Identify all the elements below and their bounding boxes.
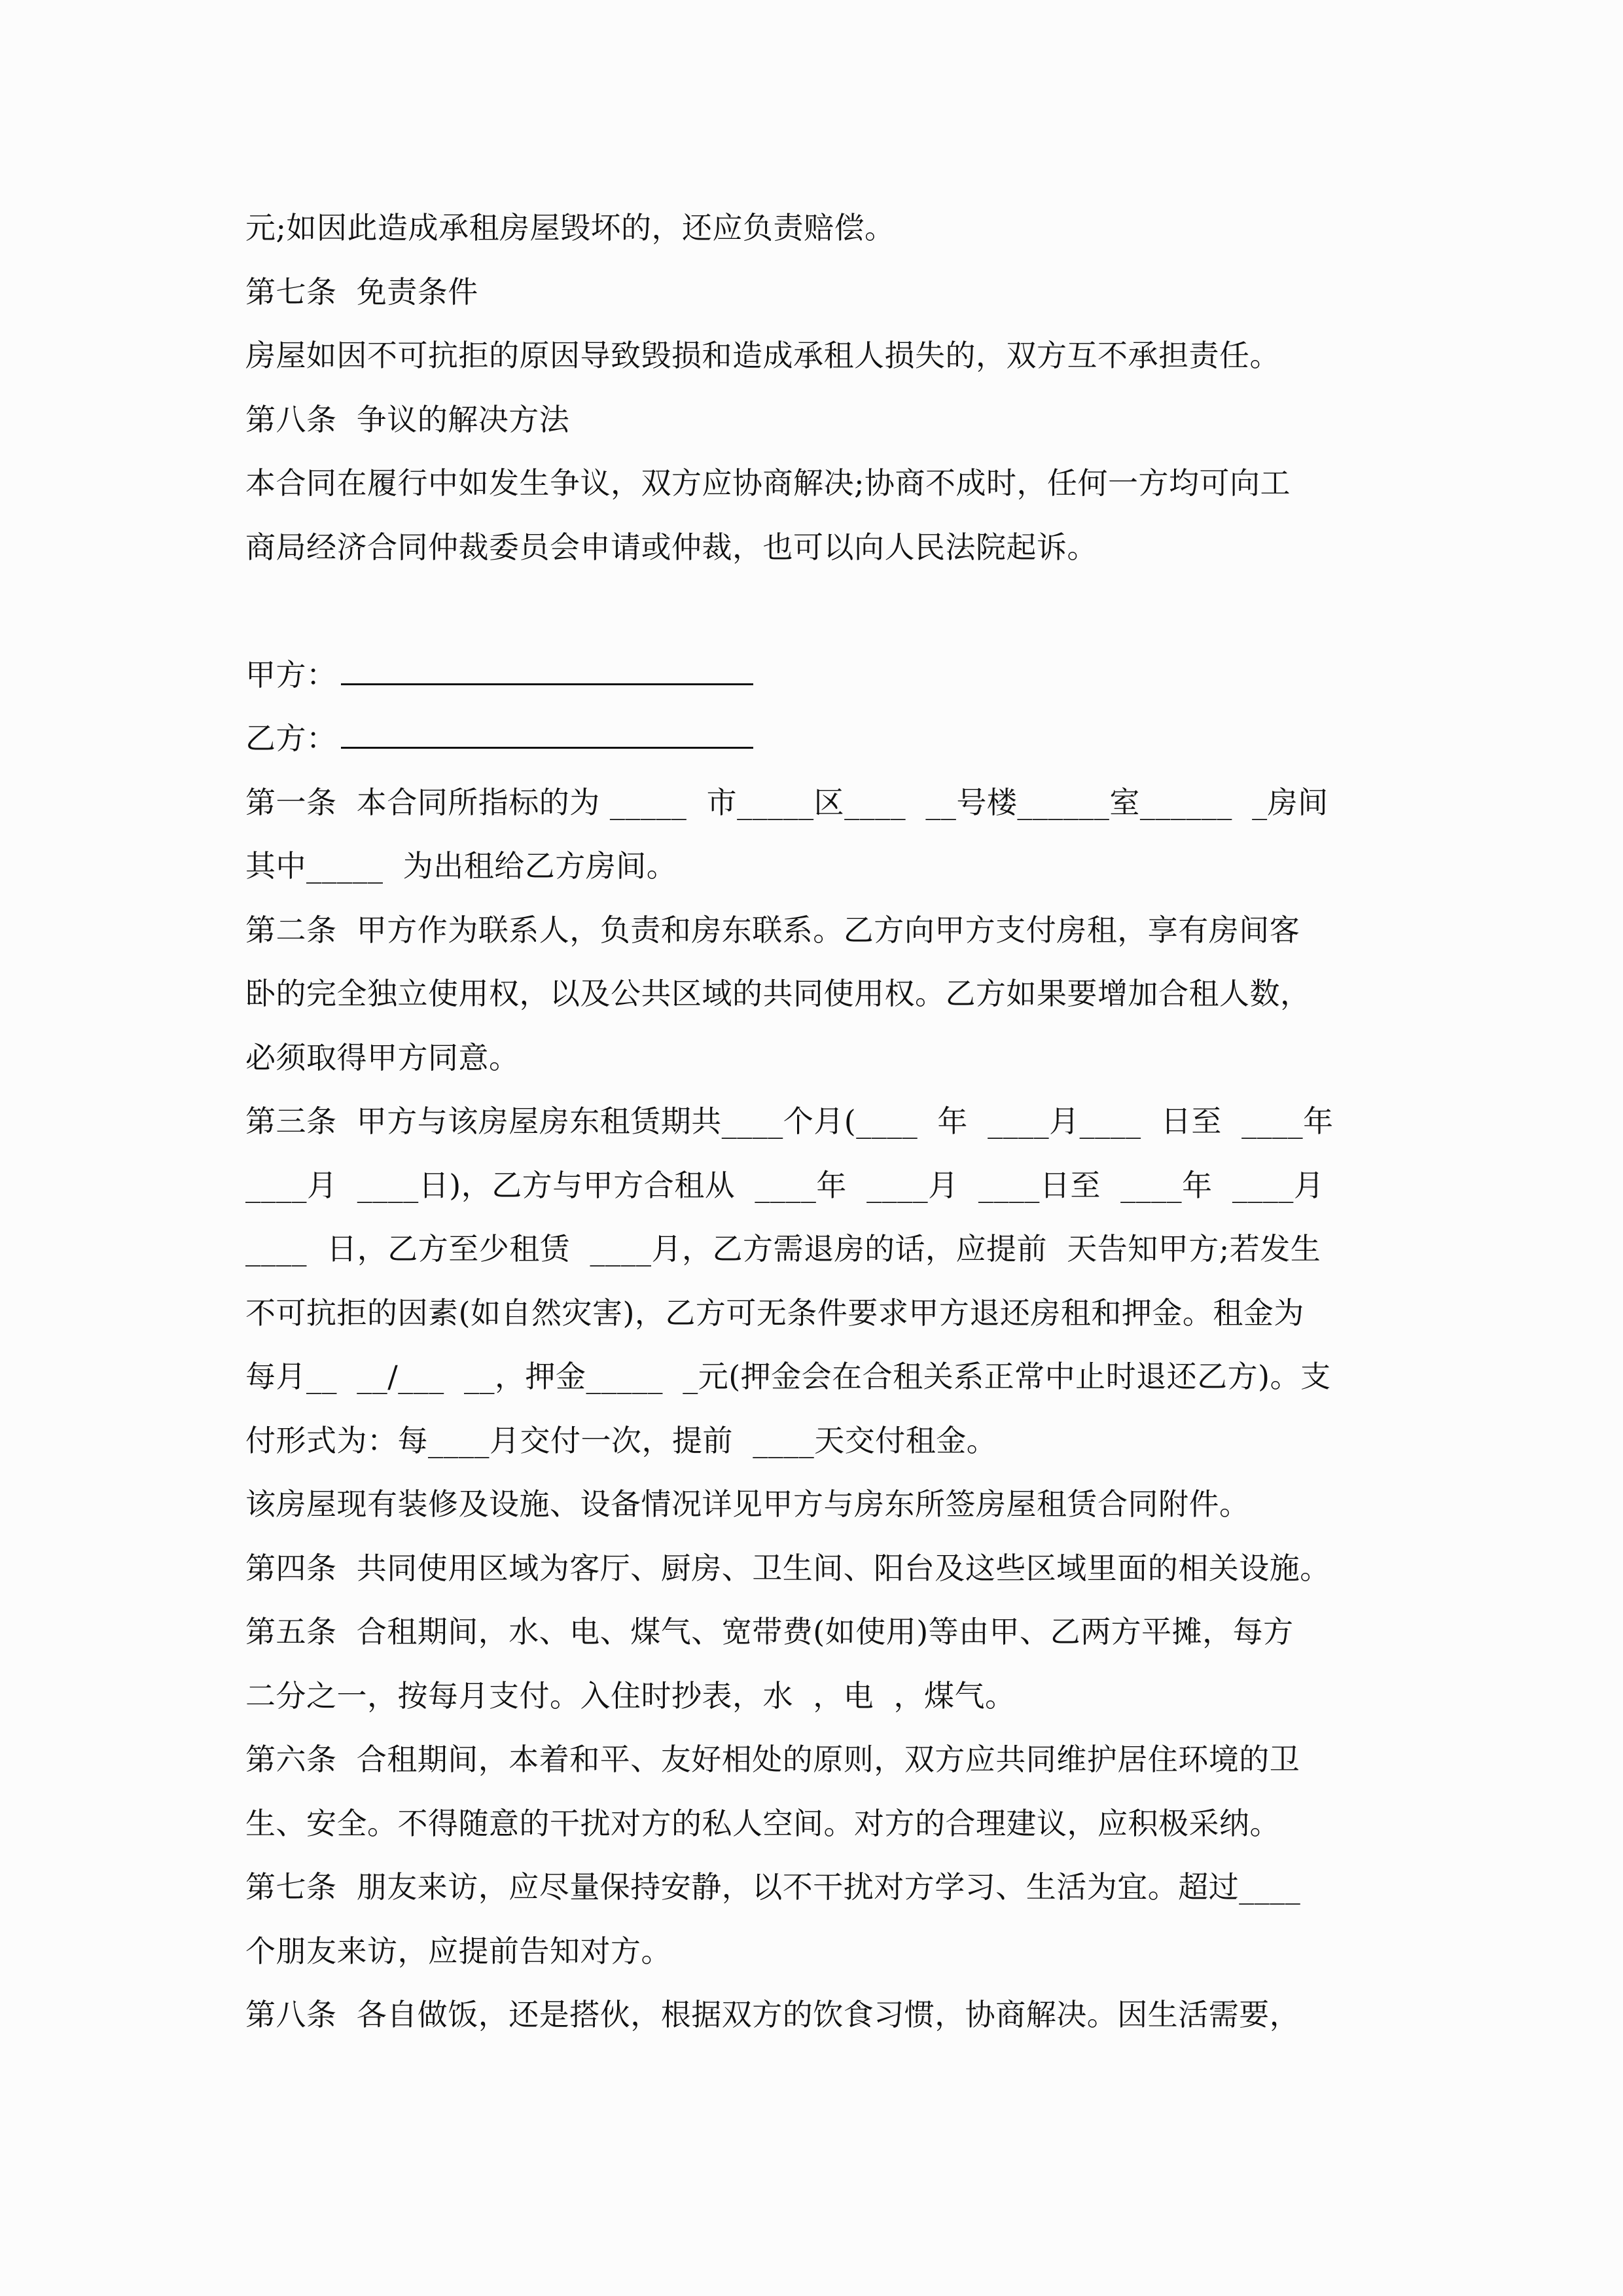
clause-3-line: 不可抗拒的因素(如自然灾害)，乙方可无条件要求甲方退还房租和押金。租金为: [245, 1295, 1304, 1331]
signature-block: [245, 643, 1384, 771]
party-b-signature-line[interactable]: [341, 717, 753, 749]
clause-5-line: 第五条 合租期间，水、电、煤气、宽带费(如使用)等由甲、乙两方平摊，每方: [245, 1614, 1294, 1649]
party-a-signature-line[interactable]: [341, 653, 753, 685]
clause-3-line: 每月__ __/___ __，押金_____ _元(押金会在合租关系正常中止时退还乙方)。支: [245, 1359, 1331, 1394]
party-b-signature: [245, 707, 1384, 771]
clause-6-line: 生、安全。不得随意的干扰对方的私人空间。对方的合理建议，应积极采纳。: [245, 1805, 1280, 1841]
clause-4-line: 第四条 共同使用区域为客厅、厨房、卫生间、阳台及这些区域里面的相关设施。: [245, 1550, 1330, 1586]
clause-3-line: ____ 日，乙方至少租赁 ____月，乙方需退房的话，应提前 天告知甲方;若发生: [245, 1231, 1321, 1266]
clauses-section: [245, 771, 1384, 2047]
clause-3-line: 付形式为：每____月交付一次，提前 ____天交付租金。: [245, 1422, 997, 1458]
clause-1-line: 其中_____ 为出租给乙方房间。: [245, 848, 677, 884]
clause-2-line: 必须取得甲方同意。: [245, 1039, 520, 1075]
text-line: 商局经济合同仲裁委员会申请或仲裁，也可以向人民法院起诉。: [245, 529, 1097, 565]
text-line: 元;如因此造成承租房屋毁坏的，还应负责赔偿。: [245, 210, 895, 245]
clause-2-line: 卧的完全独立使用权，以及公共区域的共同使用权。乙方如果要增加合租人数，: [245, 976, 1311, 1011]
previous-section: [245, 196, 1384, 579]
document-page: [245, 196, 1384, 2047]
clause-5-line: 二分之一，按每月支付。入住时抄表，水 ，电 ，煤气。: [245, 1677, 1016, 1713]
clause-2-line: 第二条 甲方作为联系人，负责和房东联系。乙方向甲方支付房租，享有房间客: [245, 912, 1300, 948]
party-a-signature: [245, 643, 1384, 708]
clause-heading: 第七条 免责条件: [245, 274, 478, 310]
party-b-label: 乙方：: [245, 721, 337, 756]
clause-3-line: 第三条 甲方与该房屋房东租赁期共____个月(____ 年 ____月____ 日至 ____年: [245, 1103, 1334, 1139]
spacer: [245, 579, 1384, 643]
clause-7-line: 个朋友来访，应提前告知对方。: [245, 1933, 671, 1969]
clause-8-line: 第八条 各自做饭，还是搭伙，根据双方的饮食习惯，协商解决。因生活需要，: [245, 1997, 1300, 2032]
clause-3-line: ____月 ____日)，乙方与甲方合租从 ____年 ____月 ____日至 ____年 ____月: [245, 1167, 1325, 1203]
clause-1-line: 第一条 本合同所指标的为 _____ 市_____区____ __号楼______室______ _房间: [245, 784, 1329, 820]
party-a-label: 甲方：: [245, 656, 337, 692]
clause-6-line: 第六条 合租期间，本着和平、友好相处的原则，双方应共同维护居住环境的卫: [245, 1742, 1300, 1777]
clause-heading: 第八条 争议的解决方法: [245, 401, 570, 437]
text-line: 本合同在履行中如发生争议，双方应协商解决;协商不成时，任何一方均可向工: [245, 465, 1291, 501]
text-line: 房屋如因不可抗拒的原因导致毁损和造成承租人损失的，双方互不承担责任。: [245, 338, 1280, 373]
clause-7-line: 第七条 朋友来访，应尽量保持安静，以不干扰对方学习、生活为宜。超过____: [245, 1869, 1301, 1905]
clause-3-line: 该房屋现有装修及设施、设备情况详见甲方与房东所签房屋租赁合同附件。: [245, 1486, 1250, 1522]
